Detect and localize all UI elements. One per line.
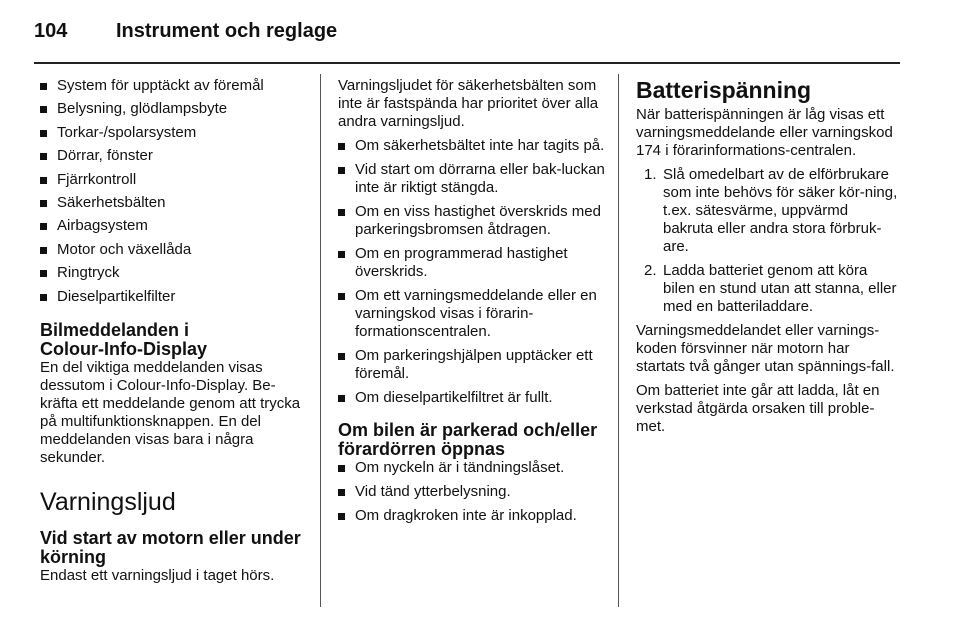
list-item: Om nyckeln är i tändningslåset.: [338, 459, 608, 477]
section-heading-varningsljud: Varningsljud: [40, 487, 176, 516]
paragraph-vid-start: Endast ett varningsljud i taget hörs.: [40, 566, 275, 584]
parked-conditions-list: [338, 459, 608, 525]
warning-conditions-list: [338, 137, 608, 407]
section-heading-batterispanning: Batterispänning: [636, 77, 812, 103]
column-2: [338, 77, 608, 531]
battery-steps-list: [636, 166, 902, 316]
section-heading-bilmeddelanden: Bilmeddelanden i Colour-Info-Display: [40, 319, 207, 359]
paragraph-bilmeddelanden: En del viktiga meddelanden visas dessutom i Colour-Info-Display. Be-kräfta ett meddelande genom att trycka på multifunktionsknappen. En del meddelanden visas bara i några sekunder.: [40, 358, 301, 466]
list-item: Om säkerhetsbältet inte har tagits på.: [338, 137, 608, 155]
page-number: 104: [34, 20, 68, 42]
column-3: [636, 77, 902, 436]
list-item: Om ett varningsmeddelande eller en varningskod visas i förarin-formationscentralen.: [338, 287, 608, 341]
paragraph-batteri-3: Om batteriet inte går att ladda, låt en verkstad åtgärda orsaken till proble-met.: [636, 382, 880, 435]
column-1: [40, 77, 302, 585]
paragraph-batteri-intro: När batterispänningen är låg visas ett varningsmeddelande eller varningskod 174 i förarinformations-centralen.: [636, 106, 893, 159]
list-item: Om dragkroken inte är inkopplad.: [338, 507, 608, 525]
column-divider-1: [320, 74, 321, 607]
list-item: 2. Ladda batteriet genom att köra bilen en stund utan att stanna, eller med en batteriladdare.: [644, 262, 897, 315]
system-list: [40, 77, 302, 306]
list-item: Om en viss hastighet överskrids med parkeringsbromsen åtdragen.: [338, 203, 608, 239]
section-heading-vid-start: Vid start av motorn eller under körning: [40, 527, 301, 567]
paragraph-varningsljud-intro: Varningsljudet för säkerhetsbälten som inte är fastspända har prioritet över alla andra varningsljud.: [338, 77, 599, 130]
page-header: [34, 19, 337, 43]
list-item: Vid start om dörrarna eller bak-luckan inte är riktigt stängda.: [338, 161, 608, 197]
list-item: Airbagsystem: [40, 217, 302, 235]
list-item: Säkerhetsbälten: [40, 194, 302, 212]
list-item: System för upptäckt av föremål: [40, 77, 302, 95]
list-item: Belysning, glödlampsbyte: [40, 100, 302, 118]
list-item: Ringtryck: [40, 264, 302, 282]
list-item: Om dieselpartikelfiltret är fullt.: [338, 389, 608, 407]
list-item: Fjärrkontroll: [40, 171, 302, 189]
list-item: Dörrar, fönster: [40, 147, 302, 165]
header-rule: [34, 62, 900, 64]
list-item: Motor och växellåda: [40, 241, 302, 259]
section-heading-parkerad: Om bilen är parkerad och/eller förardörren öppnas: [338, 420, 598, 459]
list-item: Dieselpartikelfilter: [40, 288, 302, 306]
list-item: Vid tänd ytterbelysning.: [338, 483, 608, 501]
chapter-title: Instrument och reglage: [116, 20, 338, 42]
list-item: Om parkeringshjälpen upptäcker ett föremål.: [338, 347, 608, 383]
column-divider-2: [618, 74, 619, 607]
list-item: Om en programmerad hastighet överskrids.: [338, 245, 608, 281]
paragraph-batteri-2: Varningsmeddelandet eller varnings-koden försvinner när motorn har startats två gånger utan spännings-fall.: [636, 322, 895, 375]
list-item: 1. Slå omedelbart av de elförbrukare som inte behövs för säker kör-ning, t.ex. sätesvärme, uppvärmd bakruta eller andra stora förbruk-are.: [644, 166, 898, 255]
list-item: Torkar-/spolarsystem: [40, 124, 302, 142]
